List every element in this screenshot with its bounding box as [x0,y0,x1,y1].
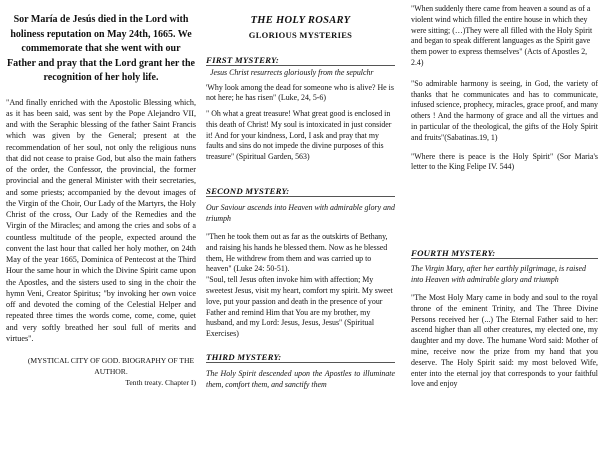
first-mystery-quote-1: 'Why look among the dead for someone who is alive? He is not here; he has risen" (Luke, 24, 5-6) [206,82,394,103]
first-mystery-summary: Jesus Christ resurrects gloriously from the sepulchr [210,68,374,77]
fourth-mystery-summary: The Virgin Mary, after her earthly pilgrimage, is raised into Heaven with admirable glory and triumph [411,264,586,284]
mysteries-subtitle: GLORIOUS MYSTERIES [248,30,353,40]
fourth-mystery-rule [411,258,598,259]
commemoration-headline: Sor María de Jesús died in the Lord with holiness reputation on May 24th, 1665. We commemorate that she went with our Father and pray that the Lord grant her the recognition of her holy life. [7,14,195,83]
left-column [6,0,196,388]
second-mystery-summary: Our Saviour ascends into Heaven with admirable glory and triumph [206,203,395,223]
third-mystery-heading: THIRD MYSTERY: [206,352,282,362]
first-mystery-heading: FIRST MYSTERY: [206,55,279,65]
first-mystery-rule [206,65,395,66]
fourth-mystery-quote: "The Most Holy Mary came in body and soul to the royal throne of the eminent Trinity, and The Three Divine Persons received her (...) The Eternal Father said to her: ascend higher than all other creatures, my elected one, my daughter and my dove. The humane Word said: Mother of mine, receive now the prize from my hand that you deserve. The Holy Spirit said: my most beloved Wife, enter into the eternal joy that corresponds to your faithful love and enjoy [411,293,598,389]
second-mystery-quote-2: "Soul, tell Jesus often invoke him with affection; My sweetest Jesus, visit my heart, comfort my spirit. My sweet love, put your passion and death in the presence of your Father and remind Him that You are my brother, my husband, and my Lord: Jesus, Jesus, Jesus" (Spiritual Exercises) [206,275,393,339]
third-mystery-summary: The Holy Spirit descended upon the Apostles to illuminate them, comfort them, and sanctify them [206,369,395,389]
acts-quote: "When suddenly there came from heaven a sound as of a violent wind which filled the entire house in which they were sitting; (…)They were all filled with the Holy Spirit and began to speak different languages as the Spirit gave them power to express themselves" (Acts of Apostles 2, 2.4) [411,4,593,67]
first-mystery-quote-2: " Oh what a great treasure! What great good is enclosed in this death of Christ! My soul is intoxicated in just consider it! And for your kindness, Lord, I ask and pray that my faults and sins do not impede the divine purposes of this treasure" (Spiritual Garden, 563) [206,109,392,162]
second-mystery-heading: SECOND MYSTERY: [206,186,290,196]
letter-quote: "Where there is peace is the Holy Spirit" (Sor Maria's letter to the King Felipe IV. 544) [411,151,598,172]
third-mystery-rule [206,362,395,363]
right-column [411,0,598,389]
quote-source: (MYSTICAL CITY OF GOD. BIOGRAPHY OF THE AUTHOR. [27,356,195,376]
second-mystery-quote-1: "Then he took them out as far as the outskirts of Bethany, and raising his hands he blessed them. Now as he blessed them, He withdrew from them and was carried up to heaven" (Luke 24: 50-51). [206,232,388,274]
biography-quote: "And finally enriched with the Apostolic Blessing which, as it has been said, was sent by the Pope Alejandro VII, and with the Seraphic blessing of the father Saint Francis which was given by the General; present at the recommendation of her soul, not only the religious nuns that did not cease to praise God, but also the main fathers of the order, the Confessor, the provincial, the former provincial and the general Minister with their secretaries, and some priests; accompanied by the devout images of the Virgin of the Choir, Our Lady of the Martyrs, the Holy Christ of the cross, Our Lady of the Remedies and the Virgin of the Miracles; and among the cries and sobs of a countless multitude of the people, expected around the convent the last hour that called her holy mother, on 24th May of the year 1665, Dominica of Pentecost at the Third Hour the same hour in which the Divine Spirit came upon the Apostles, and the sisters used to sing in the choir the hymn Veni, Creator Spiritus; "by invoking her own voice off and devoted the coming of the Celestial Helper and repeated three times the words come, come, come, quiet and very softly breathed her soul full of merits and virtues". [6,97,196,343]
sabatinas-quote: "So admirable harmony is seeing, in God, the variety of thanks that he communicates and has to communicate, infused science, prophecy, miracles, grace proof, and many others ! And the harmony of grace and all the virtues and in particular of the theological, the gifts of the Holy Spirit and fruits"(Sabatinas.19, 1) [411,78,598,142]
quote-source-chapter: Tenth treaty. Chapter I) [125,378,196,387]
rosary-title: THE HOLY ROSARY [250,15,351,26]
middle-column [206,0,395,389]
fourth-mystery-heading: FOURTH MYSTERY: [411,248,496,258]
second-mystery-rule [206,196,395,197]
